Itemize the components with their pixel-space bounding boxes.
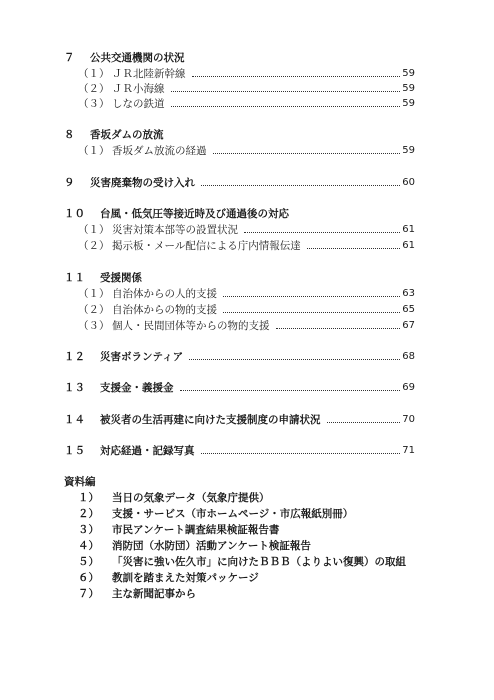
dot-leader <box>189 359 400 360</box>
section-title: 受援関係 <box>100 272 142 284</box>
section-number: ７ <box>64 52 75 64</box>
page-number: 70 <box>402 414 415 425</box>
section-title: 支援金・義援金 <box>100 382 174 394</box>
appendix-heading <box>0 474 494 490</box>
section-number: ８ <box>64 129 75 141</box>
toc-entry[interactable] <box>0 286 415 302</box>
appendix-title: 資料編 <box>64 476 96 488</box>
page-number: 67 <box>402 320 415 331</box>
page-number: 61 <box>402 240 415 251</box>
section-number: １０ <box>64 208 85 220</box>
section-heading <box>0 270 494 286</box>
section-number: １１ <box>64 272 85 284</box>
dot-leader <box>223 312 400 313</box>
toc-entry[interactable] <box>0 443 415 459</box>
appendix-item[interactable] <box>0 554 494 570</box>
appendix-number: ６） <box>78 572 99 584</box>
appendix-number: ２） <box>78 508 99 520</box>
dot-leader <box>180 390 401 391</box>
dot-leader <box>201 453 401 454</box>
section-title: 対応経過・記録写真 <box>100 445 195 457</box>
dot-leader <box>171 106 401 107</box>
page-number: 61 <box>402 224 415 235</box>
section-title: 公共交通機関の状況 <box>90 52 185 64</box>
section-number: ９ <box>64 177 75 189</box>
entry-number: （１） <box>78 68 110 80</box>
appendix-item[interactable] <box>0 522 494 538</box>
section-number: １５ <box>64 445 85 457</box>
section-title: 災害ボランティア <box>100 351 184 363</box>
page-number: 59 <box>402 83 415 94</box>
entry-number: （２） <box>78 240 110 252</box>
page-number: 68 <box>402 351 415 362</box>
page-number: 69 <box>402 382 415 393</box>
appendix-item-title: 消防団（水防団）活動アンケート検証報告 <box>112 540 311 552</box>
section-number: １４ <box>64 414 85 426</box>
toc-entry[interactable] <box>0 143 415 159</box>
dot-leader <box>327 422 401 423</box>
entry-number: （２） <box>78 304 110 316</box>
entry-number: （１） <box>78 145 110 157</box>
section-title: 台風・低気圧等接近時及び通過後の対応 <box>100 208 289 220</box>
toc-entry[interactable] <box>0 238 415 254</box>
section-title: 被災者の生活再建に向けた支援制度の申請状況 <box>100 414 321 426</box>
section-title: 災害廃棄物の受け入れ <box>90 177 195 189</box>
entry-title: 自治体からの物的支援 <box>112 304 217 316</box>
entry-number: （１） <box>78 288 110 300</box>
appendix-number: １） <box>78 492 99 504</box>
appendix-item-title: 「災害に強い佐久市」に向けたＢＢＢ（よりよい復興）の取組 <box>112 556 406 568</box>
entry-number: （２） <box>78 83 110 95</box>
toc-entry[interactable] <box>0 349 415 365</box>
toc-entry[interactable] <box>0 96 415 112</box>
entry-number: （３） <box>78 98 110 110</box>
toc-entry[interactable] <box>0 222 415 238</box>
appendix-number: ３） <box>78 524 99 536</box>
entry-title: 掲示板・メール配信による庁内情報伝達 <box>112 240 301 252</box>
appendix-item-title: 市民アンケート調査結果検証報告書 <box>112 524 280 536</box>
page-number: 59 <box>402 68 415 79</box>
appendix-item[interactable] <box>0 538 494 554</box>
dot-leader <box>244 232 400 233</box>
appendix-item-title: 教訓を踏まえた対策パッケージ <box>112 572 259 584</box>
entry-title: 災害対策本部等の設置状況 <box>112 224 238 236</box>
entry-number: （１） <box>78 224 110 236</box>
dot-leader <box>192 76 401 77</box>
appendix-item[interactable] <box>0 570 494 586</box>
page-number: 59 <box>402 145 415 156</box>
entry-title: ＪＲ北陸新幹線 <box>112 68 186 80</box>
entry-title: 自治体からの人的支援 <box>112 288 217 300</box>
appendix-item[interactable] <box>0 490 494 506</box>
appendix-item-title: 当日の気象データ（気象庁提供） <box>112 492 270 504</box>
dot-leader <box>213 153 401 154</box>
toc-entry[interactable] <box>0 66 415 82</box>
section-heading <box>0 50 494 66</box>
dot-leader <box>201 185 400 186</box>
entry-number: （３） <box>78 320 110 332</box>
page-number: 60 <box>402 177 415 188</box>
entry-title: 香坂ダム放流の経過 <box>112 145 207 157</box>
section-heading <box>0 206 494 222</box>
dot-leader <box>223 296 400 297</box>
appendix-number: ７） <box>78 588 99 600</box>
toc-entry[interactable] <box>0 318 415 334</box>
appendix-item[interactable] <box>0 586 494 602</box>
appendix-number: ４） <box>78 540 99 552</box>
page-number: 65 <box>402 304 415 315</box>
appendix-item-title: 主な新聞記事から <box>112 588 196 600</box>
section-number: １２ <box>64 351 85 363</box>
page-number: 59 <box>402 98 415 109</box>
section-number: １３ <box>64 382 85 394</box>
entry-title: 個人・民間団体等からの物的支援 <box>112 320 270 332</box>
entry-title: ＪＲ小海線 <box>112 83 165 95</box>
toc-entry[interactable] <box>0 412 415 428</box>
appendix-item[interactable] <box>0 506 494 522</box>
section-title: 香坂ダムの放流 <box>90 129 164 141</box>
dot-leader <box>307 248 400 249</box>
appendix-item-title: 支援・サービス（市ホームページ・市広報紙別冊） <box>112 508 354 520</box>
page-number: 63 <box>402 288 415 299</box>
dot-leader <box>171 91 401 92</box>
toc-entry[interactable] <box>0 175 415 191</box>
toc-entry[interactable] <box>0 302 415 318</box>
page-number: 71 <box>402 445 415 456</box>
dot-leader <box>276 328 401 329</box>
appendix-number: ５） <box>78 556 99 568</box>
entry-title: しなの鉄道 <box>112 98 165 110</box>
section-heading <box>0 127 494 143</box>
toc-entry[interactable] <box>0 81 415 97</box>
toc-entry[interactable] <box>0 380 415 396</box>
